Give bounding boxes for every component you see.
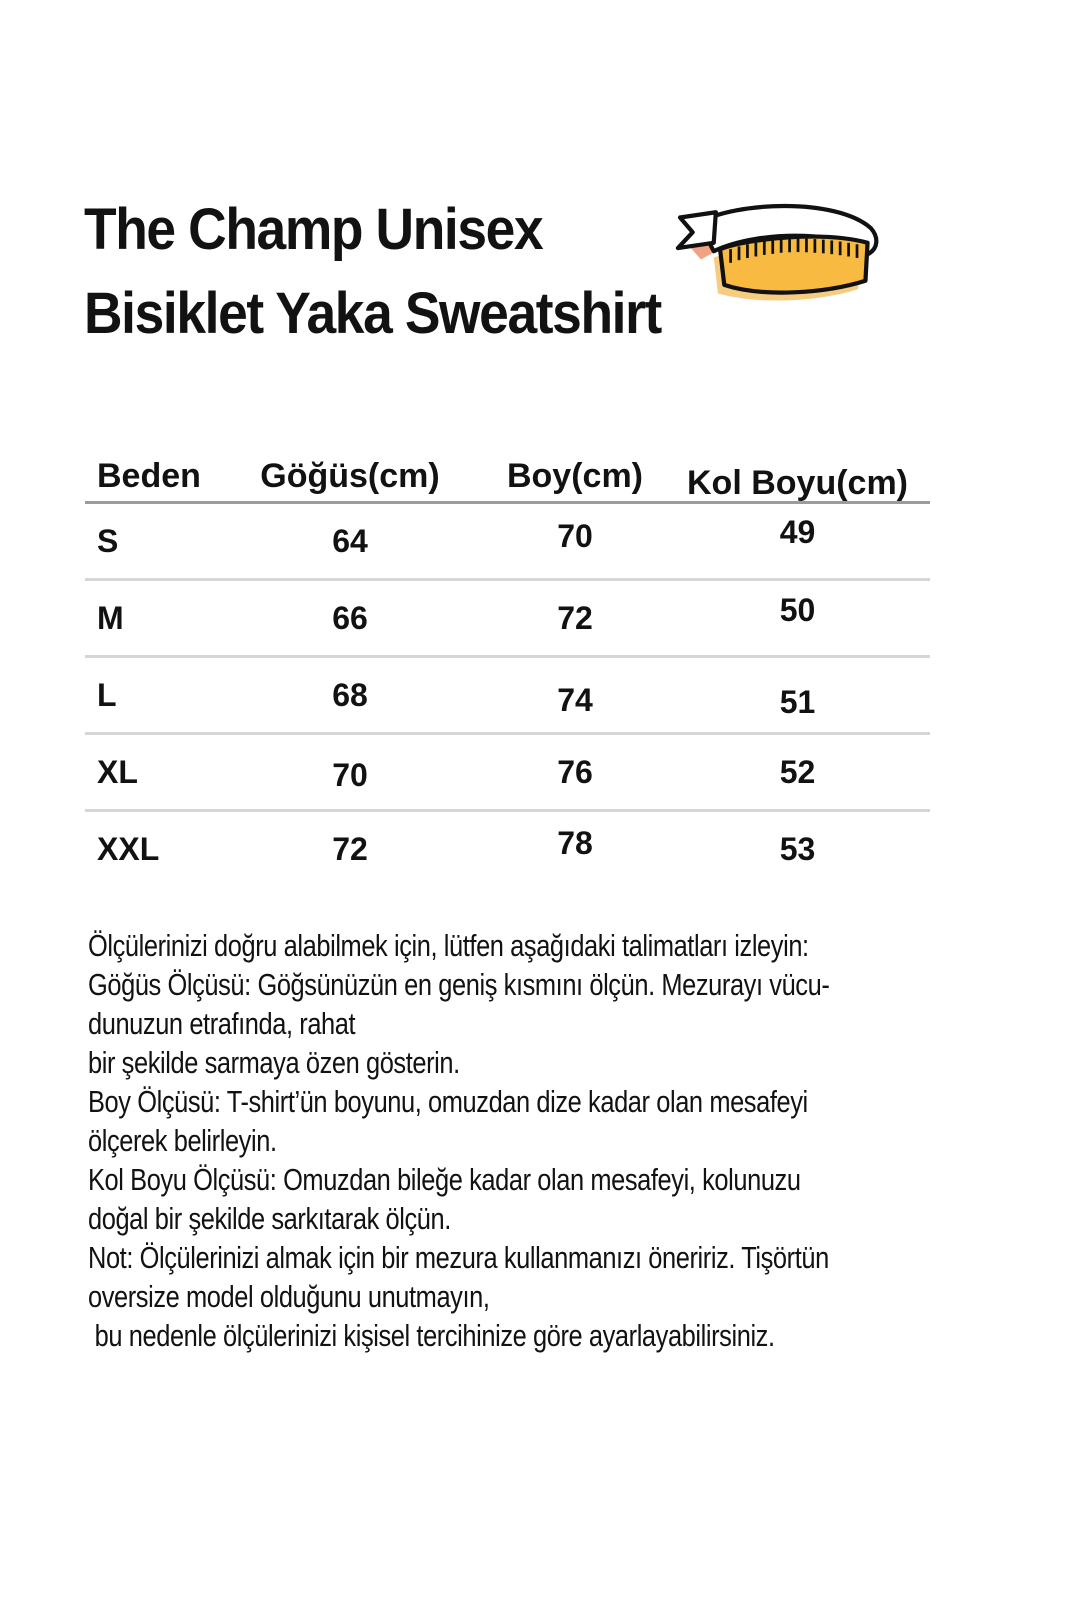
size-cell: S <box>97 522 119 559</box>
instruction-line: Not: Ölçülerinizi almak için bir mezura kullanmanızı öneririz. Tişörtün <box>88 1240 829 1275</box>
instruction-line: Kol Boyu Ölçüsü: Omuzdan bileğe kadar olan mesafeyi, kolunuzu <box>88 1162 801 1197</box>
sleeve-cell: 50 <box>779 591 816 628</box>
table-row <box>85 658 930 735</box>
sleeve-cell: 52 <box>779 753 816 790</box>
size-cell: XXL <box>97 830 160 867</box>
table-row <box>85 504 930 581</box>
column-header-boy: Boy(cm) <box>506 457 644 495</box>
tape-measure-icon <box>666 188 890 306</box>
size-cell: M <box>97 599 124 636</box>
size-cell: L <box>97 676 117 713</box>
chest-cell: 66 <box>332 599 368 636</box>
chest-cell: 70 <box>332 756 368 793</box>
instruction-line: Boy Ölçüsü: T-shirt’ün boyunu, omuzdan dize kadar olan mesafeyi <box>88 1084 808 1119</box>
chest-cell: 72 <box>332 830 368 867</box>
instruction-line: bir şekilde sarmaya özen gösterin. <box>88 1045 460 1080</box>
table-row <box>85 735 930 812</box>
length-cell: 76 <box>557 753 593 790</box>
table-row <box>85 581 930 658</box>
size-table-header-row <box>85 440 930 504</box>
page-title-line1: The Champ Unisex <box>84 197 543 262</box>
instruction-line: Ölçülerinizi doğru alabilmek için, lütfen aşağıdaki talimatları izleyin: <box>88 928 809 963</box>
measuring-instructions <box>88 926 829 1355</box>
length-cell: 74 <box>557 681 593 718</box>
size-cell: XL <box>97 753 138 790</box>
instruction-line: dunuzun etrafında, rahat <box>88 1006 356 1041</box>
instruction-line: oversize model olduğunu unutmayın, <box>88 1279 490 1314</box>
page-title <box>84 188 661 356</box>
size-table-body <box>85 504 930 886</box>
column-header-kol-boyu: Kol Boyu(cm) <box>687 464 908 502</box>
instruction-line: bu nedenle ölçülerinizi kişisel tercihinize göre ayarlayabilirsiniz. <box>88 1318 775 1353</box>
length-cell: 72 <box>557 599 593 636</box>
length-cell: 78 <box>557 824 593 861</box>
chest-cell: 64 <box>332 522 368 559</box>
sleeve-cell: 49 <box>779 513 816 550</box>
instruction-line: Göğüs Ölçüsü: Göğsünüzün en geniş kısmını ölçün. Mezurayı vücu- <box>88 967 830 1002</box>
sleeve-cell: 51 <box>779 683 816 720</box>
instruction-line: doğal bir şekilde sarkıtarak ölçün. <box>88 1201 451 1236</box>
column-header-beden: Beden <box>97 457 201 495</box>
sleeve-cell: 53 <box>779 830 816 867</box>
table-row <box>85 812 930 886</box>
length-cell: 70 <box>557 517 593 554</box>
page-title-line2: Bisiklet Yaka Sweatshirt <box>84 281 661 346</box>
size-table <box>85 440 930 886</box>
column-header-gogus: Göğüs(cm) <box>260 457 440 495</box>
chest-cell: 68 <box>332 676 368 713</box>
instruction-line: ölçerek belirleyin. <box>88 1123 277 1158</box>
